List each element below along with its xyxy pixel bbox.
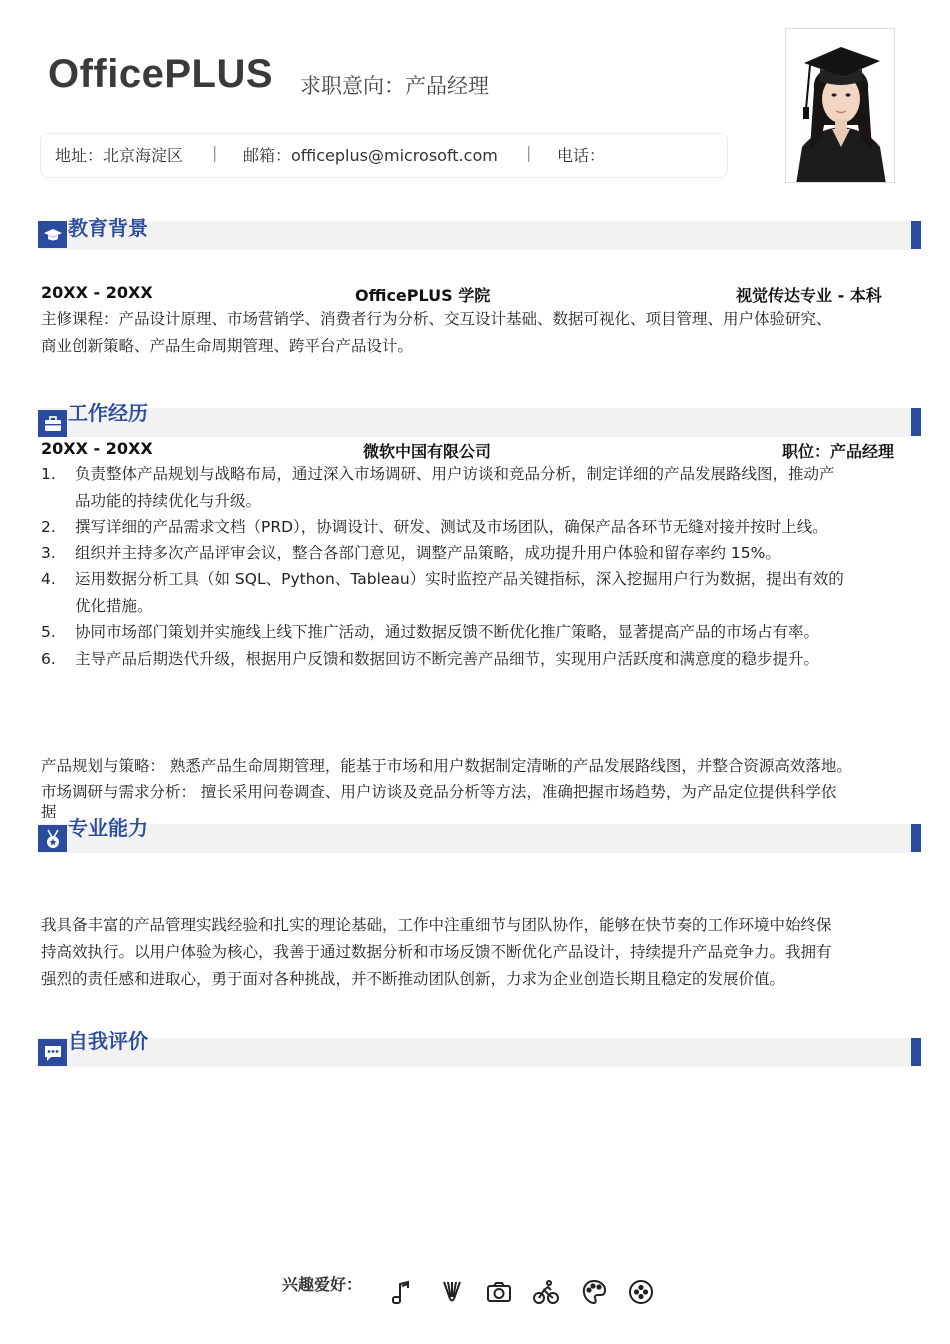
section-accent-bar <box>911 408 921 436</box>
phone: 电话： <box>557 146 606 165</box>
separator: | <box>526 143 532 162</box>
section-title-education: 教育背景 <box>68 216 148 240</box>
list-number: 1. <box>41 465 56 483</box>
self-eval-line: 我具备丰富的产品管理实践经验和扎实的理论基础，工作中注重细节与团队协作，能够在快节奏的工作环境中始终保 <box>41 916 832 934</box>
list-item: 组织并主持多次产品评审会议，整合各部门意见，调整产品策略，成功提升用户体验和留存率约 15%。 <box>75 544 781 562</box>
section-accent-bar <box>911 824 921 852</box>
list-number: 5. <box>41 623 56 641</box>
music-note-icon <box>388 1278 416 1306</box>
list-number: 2. <box>41 518 56 536</box>
camera-icon <box>485 1278 513 1306</box>
list-number: 3. <box>41 544 56 562</box>
game-controller-icon <box>627 1278 655 1306</box>
address: 地址：北京海淀区 <box>55 146 184 165</box>
education-major: 视觉传达专业 - 本科 <box>736 286 882 305</box>
section-accent-bar <box>911 221 921 249</box>
separator: | <box>212 143 218 162</box>
list-item-line: 品功能的持续优化与升级。 <box>75 492 262 510</box>
briefcase-icon <box>38 410 67 437</box>
skill-line: 据 <box>41 804 57 818</box>
courses-line: 主修课程：产品设计原理、市场营销学、消费者行为分析、交互设计基础、数据可视化、项目管理、用户体验研究、 <box>41 310 832 328</box>
chat-bubble-icon <box>38 1039 67 1066</box>
section-band <box>40 408 912 437</box>
section-title-work: 工作经历 <box>68 401 148 425</box>
list-number: 4. <box>41 570 56 588</box>
self-eval-line: 持高效执行。以用户体验为核心，我善于通过数据分析和市场反馈不断优化产品设计，持续提升产品竞争力。我拥有 <box>41 943 832 961</box>
section-band <box>40 221 912 250</box>
work-company: 微软中国有限公司 <box>363 442 492 461</box>
section-title-skills: 专业能力 <box>68 816 148 840</box>
education-period: 20XX - 20XX <box>41 283 153 302</box>
skill-line: 产品规划与策略： 熟悉产品生命周期管理，能基于市场和用户数据制定清晰的产品发展路线图，并整合资源高效落地。 <box>41 757 852 775</box>
work-position: 职位：产品经理 <box>782 442 895 461</box>
palette-icon <box>580 1278 608 1306</box>
self-eval-text <box>41 912 921 993</box>
list-item-line: 负责整体产品规划与战略布局，通过深入市场调研、用户访谈和竞品分析，制定详细的产品发展路线图，推动产 <box>75 465 835 483</box>
list-item: 撰写详细的产品需求文档（PRD），协调设计、研发、测试及市场团队，确保产品各环节无缝对接并按时上线。 <box>75 518 828 536</box>
list-number: 6. <box>41 650 56 668</box>
education-courses <box>41 306 921 360</box>
medal-icon <box>38 825 67 852</box>
list-item <box>75 461 905 515</box>
section-title-self-eval: 自我评价 <box>68 1029 148 1053</box>
badminton-icon <box>438 1278 466 1306</box>
self-eval-line: 强烈的责任感和进取心，勇于面对各种挑战，并不断推动团队创新，力求为企业创造长期且稳定的发展价值。 <box>41 970 786 988</box>
list-item <box>75 566 905 620</box>
section-band <box>40 1038 912 1067</box>
section-band <box>40 824 912 853</box>
skill-line: 市场调研与需求分析： 擅长采用问卷调查、用户访谈及竞品分析等方法，准确把握市场趋势，为产品定位提供科学依 <box>41 783 837 801</box>
list-item-line: 优化措施。 <box>75 597 153 615</box>
email: 邮箱：officeplus@microsoft.com <box>243 146 498 165</box>
list-item: 主导产品后期迭代升级，根据用户反馈和数据回访不断完善产品细节，实现用户活跃度和满意度的稳步提升。 <box>75 650 820 668</box>
list-item: 协同市场部门策划并实施线上线下推广活动，通过数据反馈不断优化推广策略，显著提高产品的市场占有率。 <box>75 623 820 641</box>
hobbies-label: 兴趣爱好： <box>282 1275 363 1294</box>
candidate-name: OfficePLUS <box>48 52 274 96</box>
cycling-icon <box>532 1278 560 1306</box>
profile-photo <box>785 28 895 183</box>
section-accent-bar <box>911 1038 921 1066</box>
list-item-line: 运用数据分析工具（如 SQL、Python、Tableau）实时监控产品关键指标，深入挖掘用户行为数据，提出有效的 <box>75 570 844 588</box>
work-period: 20XX - 20XX <box>41 439 153 458</box>
job-intent: 求职意向：产品经理 <box>300 74 489 98</box>
education-school: OfficePLUS 学院 <box>355 286 491 305</box>
graduation-cap-icon <box>38 221 67 248</box>
courses-line: 商业创新策略、产品生命周期管理、跨平台产品设计。 <box>41 337 414 355</box>
